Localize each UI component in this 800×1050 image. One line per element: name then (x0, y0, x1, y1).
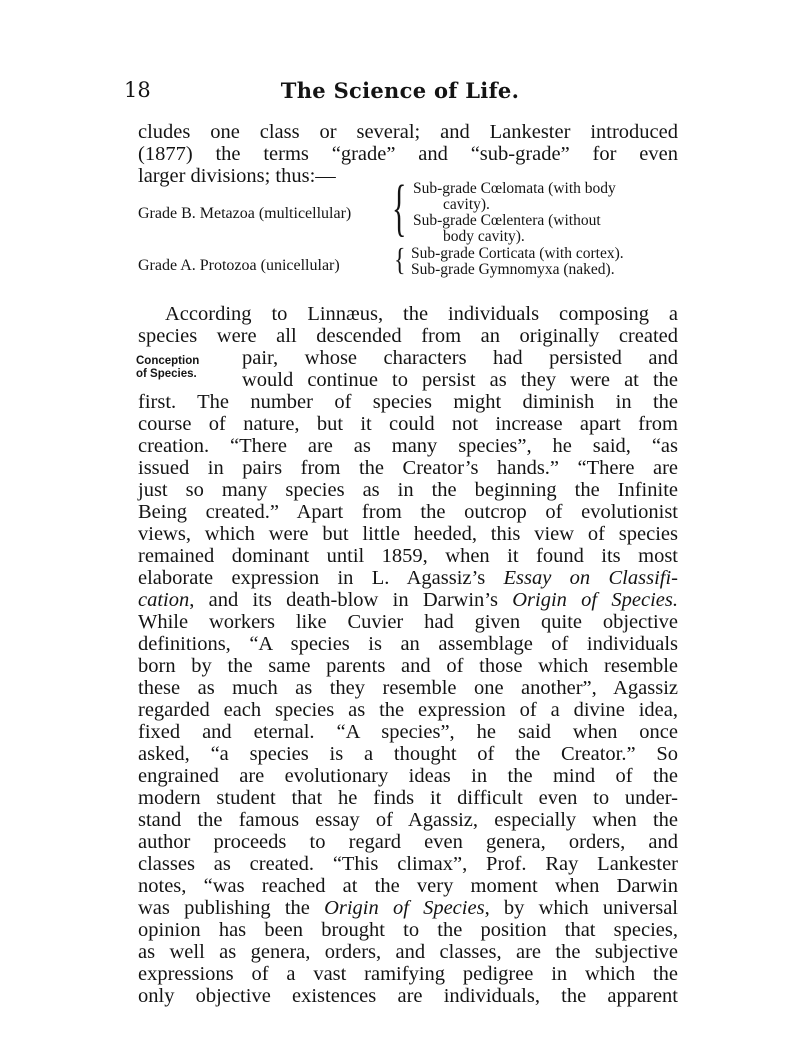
brace-grade-b: { (392, 174, 407, 244)
text-line: first. The number of species might diminish in the (138, 391, 678, 413)
text-line: course of nature, but it could not increase apart from (138, 413, 678, 435)
text-fragment: elaborate expression in L. Agassiz’s (138, 567, 504, 589)
text-line: (1877) the terms “grade” and “sub-grade” for even (138, 143, 678, 165)
text-line: fixed and eternal. “A species”, he said when once (138, 721, 678, 743)
subgrade-line: body cavity). (443, 228, 525, 245)
text-line: born by the same parents and of those which resemble (138, 655, 678, 677)
text-line: opinion has been brought to the position that species, (138, 919, 678, 941)
text-line: Being created.” Apart from the outcrop of evolutionist (138, 501, 678, 523)
text-line: would continue to persist as they were at the (242, 369, 678, 391)
text-line: notes, “was reached at the very moment when Darwin (138, 875, 678, 897)
grade-b-label: Grade B. Metazoa (multicellular) (138, 205, 352, 222)
text-line: According to Linnæus, the individuals composing a (165, 303, 678, 325)
text-line: as well as genera, orders, and classes, are the subjective (138, 941, 678, 963)
text-fragment: , by which universal (484, 897, 679, 919)
text-line: creation. “There are as many species”, he said, “as (138, 435, 678, 457)
text-line: just so many species as in the beginning the Infinite (138, 479, 678, 501)
text-line: expressions of a vast ramifying pedigree in which the (138, 963, 678, 985)
subgrade-line: Sub-grade Cœlomata (with body (413, 180, 616, 197)
text-line: only objective existences are individuals, the apparent (138, 985, 678, 1007)
text-line: views, which were but little heeded, this view of species (138, 523, 678, 545)
page-header (120, 78, 680, 104)
text-line: species were all descended from an originally created (138, 325, 678, 347)
text-line: asked, “a species is a thought of the Creator.” So (138, 743, 678, 765)
text-fragment: was publishing the (138, 897, 325, 919)
text-line: larger divisions; thus:— (138, 165, 336, 187)
subgrade-line: Sub-grade Corticata (with cortex). (411, 245, 624, 262)
text-line: issued in pairs from the Creator’s hands.” “There are (138, 457, 678, 479)
text-line-with-italic (138, 567, 678, 589)
grade-a-label: Grade A. Protozoa (unicellular) (138, 257, 340, 274)
text-line: regarded each species as the expression of a divine idea, (138, 699, 678, 721)
text-line: author proceeds to regard even genera, orders, and (138, 831, 678, 853)
text-line: pair, whose characters had persisted and (242, 347, 678, 369)
subgrade-line: Sub-grade Gymnomyxa (naked). (411, 261, 615, 278)
subgrade-line: cavity). (443, 196, 490, 213)
running-title: The Science of Life. (280, 78, 520, 103)
subgrade-line: Sub-grade Cœlentera (without (413, 212, 601, 229)
text-line: modern student that he finds it difficult even to under- (138, 787, 678, 809)
text-line: classes as created. “This climax”, Prof. Ray Lankester (138, 853, 678, 875)
text-line: engrained are evolutionary ideas in the mind of the (138, 765, 678, 787)
text-line: definitions, “A species is an assemblage of individuals (138, 633, 678, 655)
text-line: remained dominant until 1859, when it found its most (138, 545, 678, 567)
book-title-italic: Origin of Species. (512, 589, 678, 611)
page-number: 18 (124, 78, 151, 102)
margin-note-line: Conception (136, 355, 200, 367)
text-line-with-italic (138, 897, 678, 919)
text-line: stand the famous essay of Agassiz, especially when the (138, 809, 678, 831)
brace-grade-a: { (394, 244, 406, 278)
text-line: cludes one class or several; and Lankester introduced (138, 121, 678, 143)
book-title-italic: Essay on Classifi- (503, 567, 678, 589)
text-fragment: , and its death-blow in Darwin’s (189, 589, 513, 611)
margin-note-line: of Species. (136, 368, 197, 380)
text-line-with-italic (138, 589, 678, 611)
text-line: these as much as they resemble one another”, Agassiz (138, 677, 678, 699)
book-title-italic: cation (138, 589, 190, 611)
book-title-italic: Origin of Species (324, 897, 485, 919)
text-line: While workers like Cuvier had given quite objective (138, 611, 678, 633)
